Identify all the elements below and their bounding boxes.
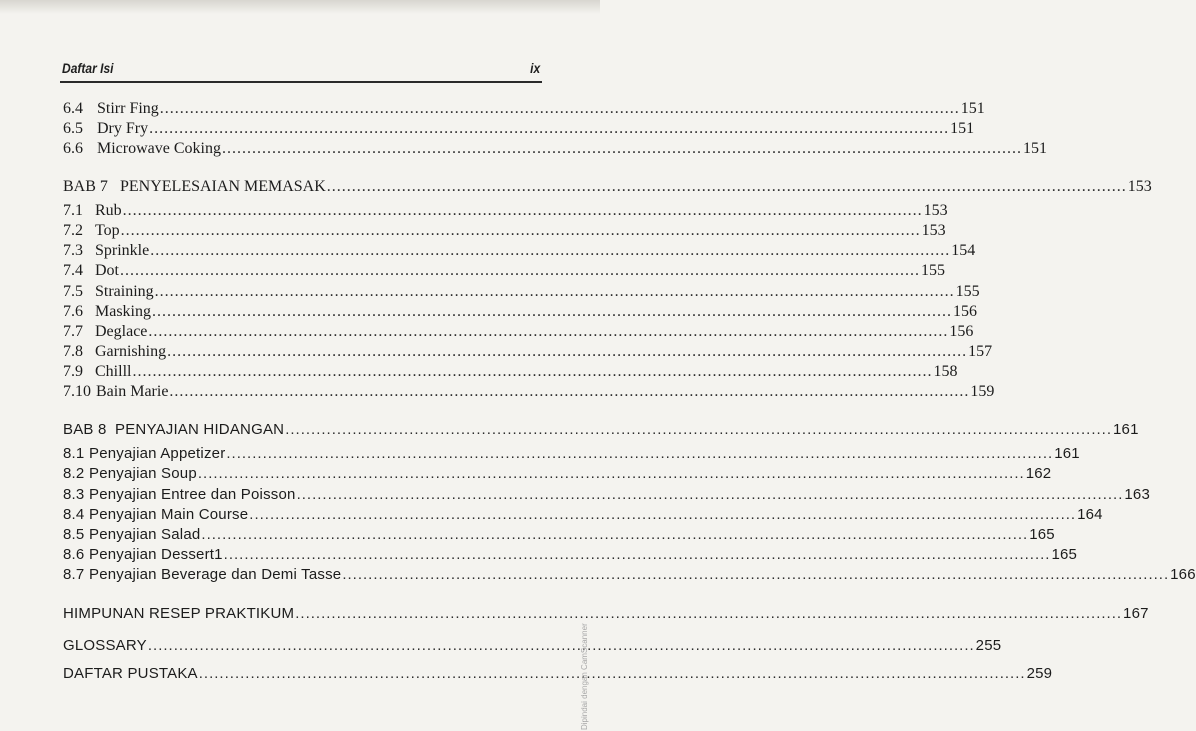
dot-leader: ................................................................................................................................................................	[167, 343, 968, 360]
entry-label: Rub	[95, 202, 122, 219]
entry-page: 167	[1123, 605, 1149, 622]
dot-leader: ................................................................................................................................................................	[120, 222, 921, 239]
entry-number: 8.1	[63, 445, 85, 462]
dot-leader: ................................................................................................................................................................	[147, 637, 975, 654]
entry-number: 7.2	[63, 222, 83, 239]
entry-page: 159	[970, 383, 995, 400]
toc-entry-8-5	[63, 525, 1055, 545]
dot-leader: ................................................................................................................................................................	[296, 486, 1124, 503]
dot-leader: ................................................................................................................................................................	[326, 178, 1127, 195]
entry-label: HIMPUNAN RESEP PRAKTIKUM	[63, 605, 295, 622]
entry-number: 7.4	[63, 262, 83, 279]
entry-page: 164	[1077, 506, 1103, 523]
toc-entry-7-7	[63, 322, 974, 342]
entry-page: 153	[921, 222, 946, 239]
entry-label: Top	[95, 222, 120, 239]
entry-label: Penyajian Salad	[89, 526, 201, 543]
entry-page: 161	[1054, 445, 1080, 462]
dot-leader: ................................................................................................................................................................	[197, 465, 1025, 482]
toc-entry-8-3	[63, 485, 1151, 505]
entry-page: 155	[955, 283, 980, 300]
entry-page: 156	[949, 323, 974, 340]
chapter-title: PENYAJIAN HIDANGAN	[115, 421, 285, 438]
entry-number: 8.3	[63, 486, 85, 503]
toc-entry-6-5	[63, 119, 975, 139]
entry-number: 7.7	[63, 323, 83, 340]
entry-label: Penyajian Main Course	[89, 506, 249, 523]
entry-page: 155	[921, 262, 945, 279]
entry-label: Stirr Fing	[97, 100, 159, 117]
toc-entry-7-4	[63, 261, 945, 281]
entry-number: 6.4	[63, 100, 83, 117]
entry-page: 154	[951, 242, 976, 259]
entry-label: Penyajian Soup	[89, 465, 197, 482]
entry-number: 8.4	[63, 506, 85, 523]
entry-page: 153	[1127, 178, 1152, 195]
dot-leader: ................................................................................................................................................................	[148, 323, 949, 340]
scanner-watermark: Dipindai dengan CamScanner	[580, 623, 589, 730]
entry-number: 6.5	[63, 120, 83, 137]
dot-leader: ................................................................................................................................................................	[154, 283, 955, 300]
entry-label: Dot	[95, 262, 119, 279]
dot-leader: ................................................................................................................................................................	[169, 383, 970, 400]
chapter-number: BAB 7	[63, 178, 108, 195]
entry-label: Deglace	[95, 323, 148, 340]
header-page-number: ix	[530, 60, 541, 76]
dot-leader: ................................................................................................................................................................	[342, 566, 1170, 583]
entry-label: Dry Fry	[97, 120, 149, 137]
dot-leader: ................................................................................................................................................................	[150, 242, 951, 259]
toc-entry-7-6	[63, 302, 977, 322]
entry-page: 165	[1051, 546, 1078, 563]
dot-leader: ................................................................................................................................................................	[132, 363, 933, 380]
entry-label: Sprinkle	[95, 242, 150, 259]
dot-leader: ................................................................................................................................................................	[285, 421, 1112, 438]
dot-leader: ................................................................................................................................................................	[122, 202, 923, 219]
entry-number: 7.8	[63, 343, 83, 360]
entry-page: 157	[968, 343, 993, 360]
toc-entry-8-2	[63, 464, 1052, 484]
chapter-title: PENYELESAIAN MEMASAK	[120, 178, 326, 195]
toc-entry-8-1	[63, 444, 1080, 464]
entry-number: 8.7	[63, 566, 85, 583]
dot-leader: ................................................................................................................................................................	[159, 100, 960, 117]
entry-label: Penyajian Entree dan Poisson	[89, 486, 296, 503]
toc-chapter-8	[63, 420, 1139, 440]
dot-leader: ................................................................................................................................................................	[221, 140, 1022, 157]
toc-backmatter-himpunan-resep	[63, 604, 1149, 624]
chapter-number: BAB 8	[63, 421, 107, 438]
entry-label: Straining	[95, 283, 154, 300]
toc-entry-7-9	[63, 362, 958, 382]
entry-page: 161	[1112, 421, 1139, 438]
dot-leader: ................................................................................................................................................................	[149, 120, 950, 137]
dot-leader: ................................................................................................................................................................	[223, 546, 1051, 563]
toc-entry-7-2	[63, 221, 946, 241]
entry-page: 151	[1022, 140, 1047, 157]
entry-label: GLOSSARY	[63, 637, 147, 654]
entry-number: 8.6	[63, 546, 85, 563]
toc-chapter-7	[63, 177, 1152, 197]
dot-leader: ................................................................................................................................................................	[295, 605, 1123, 622]
entry-number: 7.3	[63, 242, 83, 259]
entry-number: 7.6	[63, 303, 83, 320]
entry-label: Bain Marie	[96, 383, 169, 400]
dot-leader: ................................................................................................................................................................	[152, 303, 952, 320]
entry-label: Penyajian Appetizer	[89, 445, 226, 462]
toc-backmatter-daftar-pustaka	[63, 664, 1053, 684]
entry-page: 151	[960, 100, 985, 117]
toc-entry-6-4	[63, 99, 985, 119]
dot-leader: ................................................................................................................................................................	[226, 445, 1054, 462]
entry-label: Masking	[95, 303, 151, 320]
entry-page: 153	[923, 202, 948, 219]
entry-number: 7.10	[63, 383, 91, 400]
entry-label: Chilll	[95, 363, 132, 380]
header-title: Daftar Isi	[62, 60, 114, 76]
entry-page: 255	[975, 637, 1002, 654]
dot-leader: ................................................................................................................................................................	[249, 506, 1077, 523]
entry-page: 165	[1029, 526, 1055, 543]
dot-leader: ................................................................................................................................................................	[198, 665, 1026, 682]
toc-entry-8-7	[63, 565, 1196, 585]
entry-label: DAFTAR PUSTAKA	[63, 665, 198, 682]
entry-page: 156	[953, 303, 977, 320]
entry-page: 259	[1026, 665, 1053, 682]
entry-label: Garnishing	[95, 343, 167, 360]
toc-entry-7-10	[63, 382, 995, 402]
toc-entry-6-6	[63, 139, 1047, 159]
entry-label: Penyajian Beverage dan Demi Tasse	[89, 566, 342, 583]
dot-leader: ................................................................................................................................................................	[201, 526, 1029, 543]
toc-entry-7-5	[63, 282, 980, 302]
toc-entry-8-6	[63, 545, 1078, 565]
entry-number: 7.5	[63, 283, 83, 300]
entry-number: 8.2	[63, 465, 85, 482]
dot-leader: ................................................................................................................................................................	[120, 262, 920, 279]
entry-page: 163	[1124, 486, 1151, 503]
entry-page: 151	[950, 120, 975, 137]
entry-page: 158	[933, 363, 958, 380]
entry-number: 7.1	[63, 202, 83, 219]
toc-entry-7-1	[63, 201, 948, 221]
entry-label: Penyajian Dessert1	[89, 546, 223, 563]
entry-page: 166	[1170, 566, 1196, 583]
entry-label: Microwave Coking	[97, 140, 221, 157]
toc-entry-7-3	[63, 241, 976, 261]
toc-backmatter-glossary	[63, 636, 1002, 656]
entry-number: 6.6	[63, 140, 83, 157]
entry-number: 7.9	[63, 363, 83, 380]
toc-entry-8-4	[63, 505, 1103, 525]
entry-number: 8.5	[63, 526, 85, 543]
toc-entry-7-8	[63, 342, 993, 362]
entry-page: 162	[1025, 465, 1052, 482]
